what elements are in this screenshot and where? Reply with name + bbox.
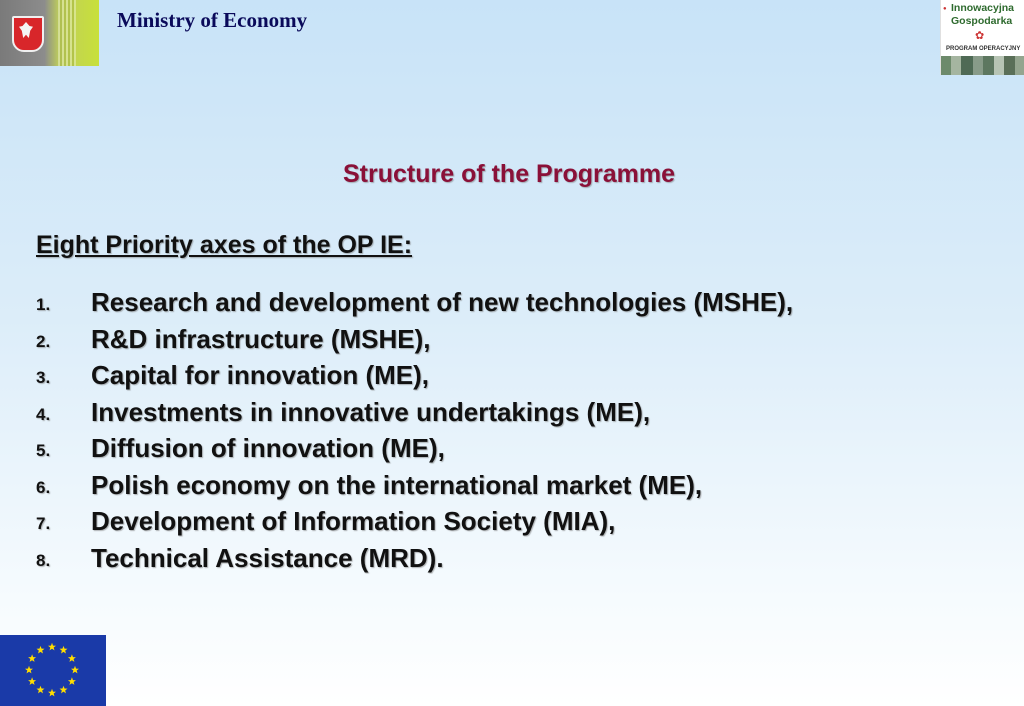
list-item-number: 8. [36,550,51,570]
eu-star-icon [37,646,45,654]
eu-star-icon [71,666,79,674]
eu-star-icon [48,643,56,651]
emblem-stripes [58,0,76,66]
logo-dot-icon: ● [943,6,947,12]
list-item-text: Diffusion of innovation (ME), [91,433,445,463]
eu-star-icon [28,677,36,685]
list-item-text: Research and development of new technologies (MSHE), [91,287,794,317]
logo-line-1: Innowacyjna [951,2,1015,14]
polish-eagle-emblem-icon [0,0,99,66]
logo-swirl-icon: ✿ [975,30,985,42]
ministry-name: Ministry of Economy [117,8,308,32]
innovative-economy-logo [940,0,1024,75]
eu-star-icon [37,686,45,694]
list-item-text: R&D infrastructure (MSHE), [91,323,431,354]
eu-star-icon [68,654,76,662]
list-item-text: Investments in innovative undertakings (ME), [91,396,651,427]
logo-tagline: PROGRAM OPERACYJNY [946,46,1021,52]
list-item-number: 3. [36,368,51,387]
eu-star-icon [60,686,68,694]
eu-star-icon [28,654,36,662]
eu-flag-icon [0,635,106,706]
priority-axes-heading: Eight Priority axes of the OP IE: [36,231,413,259]
logo-line-2: Gospodarka [951,15,1013,27]
list-item-text: Capital for innovation (ME), [91,360,429,390]
eu-stars [0,635,106,706]
logo-photo-strip [941,56,1024,75]
list-item-number: 1. [36,295,51,314]
eu-star-icon [60,646,68,654]
eu-star-icon [48,689,56,697]
list-item-number: 2. [36,331,51,351]
list-item-text: Polish economy on the international market (ME), [91,469,703,500]
eu-star-icon [25,666,33,674]
list-item-text: Development of Information Society (MIA), [91,506,616,536]
eu-star-icon [68,677,76,685]
slide-title: Structure of the Programme [342,160,675,188]
list-item-text: Technical Assistance (MRD). [91,542,444,573]
list-item-number: 4. [36,404,51,424]
list-item-number: 5. [36,441,51,460]
list-item-number: 7. [36,514,51,533]
list-item-number: 6. [36,477,51,497]
